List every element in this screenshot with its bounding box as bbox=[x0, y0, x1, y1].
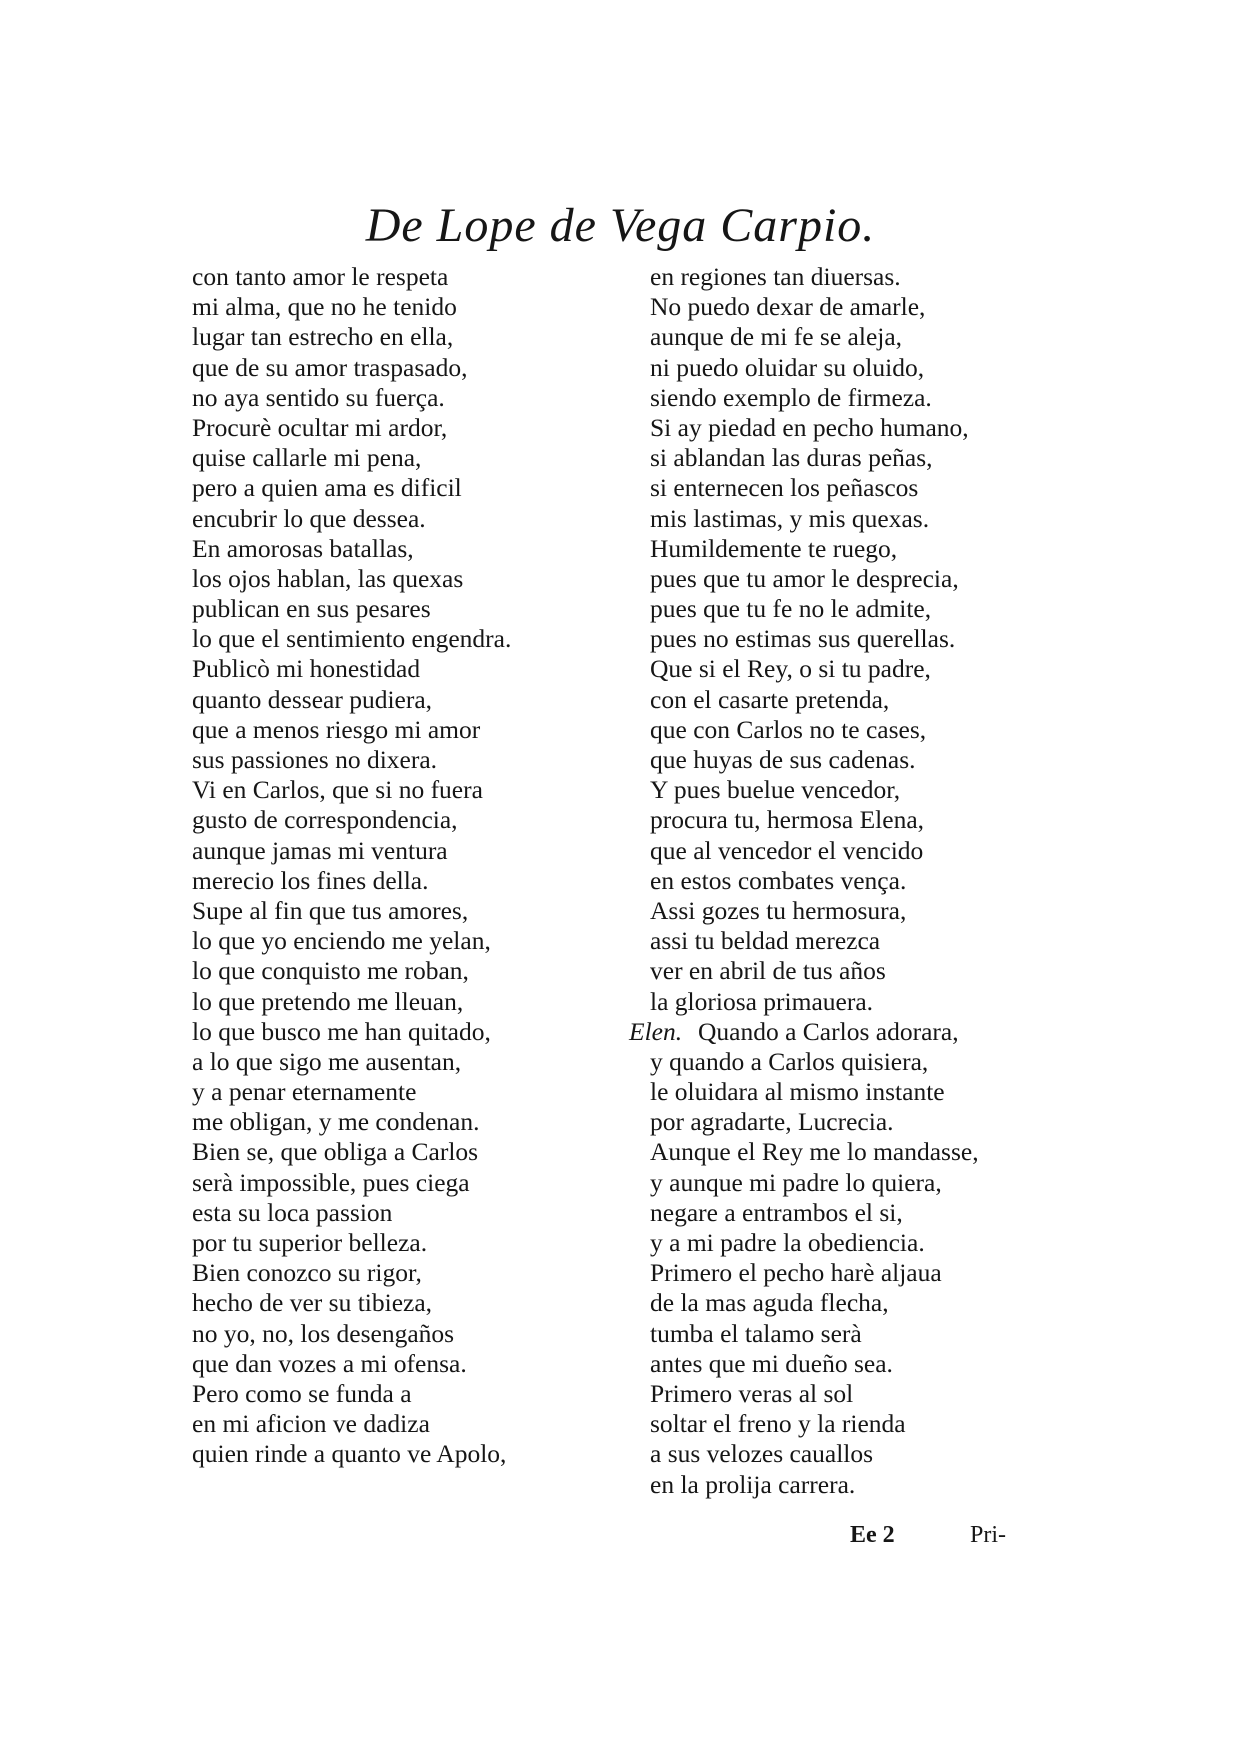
verse-line: encubrir lo que dessea. bbox=[192, 503, 426, 533]
verse-text: assi tu beldad merezca bbox=[650, 926, 881, 956]
verse-line: que de su amor traspasado, bbox=[192, 352, 468, 382]
verse-line bbox=[650, 1470, 1080, 1500]
verse-line: lugar tan estrecho en ella, bbox=[192, 322, 454, 352]
verse-line bbox=[650, 1379, 1080, 1409]
verse-text: Humildemente te ruego, bbox=[650, 533, 898, 563]
verse-text: siendo exemplo de firmeza. bbox=[650, 382, 932, 412]
verse-line bbox=[650, 473, 1080, 503]
verse-line: no yo, no, los desengaños bbox=[192, 1318, 455, 1348]
verse-line: no aya sentido su fuerça. bbox=[192, 382, 445, 412]
verse-line bbox=[650, 956, 1080, 986]
verse-line: Bien conozco su rigor, bbox=[192, 1258, 422, 1288]
verse-line bbox=[650, 1288, 1080, 1318]
verse-line bbox=[650, 594, 1080, 624]
verse-line: en mi aficion ve dadiza bbox=[192, 1409, 430, 1439]
verse-line bbox=[650, 1349, 1080, 1379]
verse-line bbox=[650, 745, 1080, 775]
speaker-label: Elen. bbox=[629, 1016, 683, 1046]
verse-line: Pero como se funda a bbox=[192, 1378, 412, 1408]
verse-text: a sus velozes cauallos bbox=[650, 1439, 874, 1469]
verse-line bbox=[650, 504, 1080, 534]
verse-text: Quando a Carlos adorara, bbox=[698, 1016, 959, 1046]
verse-text: en regiones tan diuersas. bbox=[650, 262, 901, 291]
verse-line: a lo que sigo me ausentan, bbox=[192, 1046, 462, 1076]
verse-text: y quando a Carlos quisiera, bbox=[650, 1046, 929, 1076]
verse-text: Si ay piedad en pecho humano, bbox=[650, 412, 969, 442]
verse-line bbox=[629, 1016, 1080, 1047]
verse-line bbox=[650, 292, 1080, 322]
verse-line bbox=[650, 685, 1080, 715]
verse-line: lo que conquisto me roban, bbox=[192, 956, 469, 986]
verse-line bbox=[650, 805, 1080, 835]
verse-text: en estos combates vença. bbox=[650, 865, 907, 895]
verse-text: y a mi padre la obediencia. bbox=[650, 1228, 925, 1257]
verse-line: quien rinde a quanto ve Apolo, bbox=[192, 1439, 507, 1469]
verse-line bbox=[650, 987, 1080, 1017]
verse-text: y aunque mi padre lo quiera, bbox=[650, 1167, 942, 1197]
verse-text: Que si el Rey, o si tu padre, bbox=[650, 654, 931, 684]
verse-line bbox=[650, 564, 1080, 594]
verse-line bbox=[650, 866, 1080, 896]
verse-line: Bien se, que obliga a Carlos bbox=[192, 1137, 479, 1167]
verse-line: publican en sus pesares bbox=[192, 594, 431, 624]
verse-line: merecio los fines della. bbox=[192, 865, 429, 895]
verse-line: lo que el sentimiento engendra. bbox=[192, 624, 512, 654]
verse-line bbox=[650, 926, 1080, 956]
verse-line: Procurè ocultar mi ardor, bbox=[192, 412, 448, 442]
verse-text: Aunque el Rey me lo mandasse, bbox=[650, 1137, 979, 1167]
verse-line: quise callarle mi pena, bbox=[192, 443, 422, 473]
verse-text: con el casarte pretenda, bbox=[650, 684, 890, 714]
verse-line: hecho de ver su tibieza, bbox=[192, 1288, 433, 1318]
verse-text: pues no estimas sus querellas. bbox=[650, 624, 956, 654]
verse-line: que dan vozes a mi ofensa. bbox=[192, 1348, 467, 1378]
verse-line bbox=[650, 624, 1080, 654]
verse-line: lo que pretendo me lleuan, bbox=[192, 986, 464, 1016]
verse-text: soltar el freno y la rienda bbox=[650, 1409, 906, 1439]
verse-text: por agradarte, Lucrecia. bbox=[650, 1107, 894, 1137]
verse-line bbox=[650, 1439, 1080, 1469]
verse-line: Vi en Carlos, que si no fuera bbox=[192, 775, 483, 805]
verse-text: que con Carlos no te cases, bbox=[650, 714, 927, 744]
verse-text: tumba el talamo serà bbox=[650, 1318, 862, 1348]
verse-line bbox=[650, 383, 1080, 413]
right-verse-column bbox=[629, 262, 1080, 1500]
verse-line: con tanto amor le respeta bbox=[192, 262, 449, 291]
verse-line: los ojos hablan, las quexas bbox=[192, 563, 464, 593]
verse-line bbox=[650, 1319, 1080, 1349]
verse-line bbox=[650, 1168, 1080, 1198]
verse-line: En amorosas batallas, bbox=[192, 533, 414, 563]
verse-line bbox=[650, 413, 1080, 443]
verse-text: negare a entrambos el si, bbox=[650, 1197, 903, 1227]
verse-text: si ablandan las duras peñas, bbox=[650, 443, 933, 473]
verse-line: gusto de correspondencia, bbox=[192, 805, 458, 835]
verse-text: si enternecen los peñascos bbox=[650, 473, 919, 503]
verse-line: sus passiones no dixera. bbox=[192, 745, 438, 774]
verse-text: que al vencedor el vencido bbox=[650, 835, 924, 865]
verse-line bbox=[650, 1198, 1080, 1228]
verse-line bbox=[650, 262, 1080, 292]
verse-line: me obligan, y me condenan. bbox=[192, 1107, 480, 1137]
verse-line bbox=[650, 443, 1080, 473]
verse-text: ni puedo oluidar su oluido, bbox=[650, 352, 925, 382]
left-verse-column bbox=[192, 262, 622, 1470]
verse-text: la gloriosa primauera. bbox=[650, 986, 874, 1016]
verse-line: quanto dessear pudiera, bbox=[192, 684, 433, 714]
verse-line bbox=[650, 1258, 1080, 1288]
verse-line bbox=[650, 534, 1080, 564]
verse-text: en la prolija carrera. bbox=[650, 1469, 856, 1499]
verse-text: aunque de mi fe se aleja, bbox=[650, 322, 903, 352]
verse-line bbox=[650, 836, 1080, 866]
verse-line: mi alma, que no he tenido bbox=[192, 292, 457, 322]
verse-line bbox=[650, 1409, 1080, 1439]
verse-line bbox=[650, 1047, 1080, 1077]
verse-line: Supe al fin que tus amores, bbox=[192, 895, 469, 925]
verse-line bbox=[650, 1137, 1080, 1167]
verse-text: ver en abril de tus años bbox=[650, 956, 886, 986]
verse-line bbox=[650, 353, 1080, 383]
verse-line: lo que busco me han quitado, bbox=[192, 1016, 491, 1046]
page-title: De Lope de Vega Carpio. bbox=[365, 199, 876, 252]
verse-line: Publicò mi honestidad bbox=[192, 654, 421, 684]
verse-text: de la mas aguda flecha, bbox=[650, 1288, 889, 1318]
verse-line: que a menos riesgo mi amor bbox=[192, 714, 481, 744]
verse-text: le oluidara al mismo instante bbox=[650, 1077, 945, 1107]
verse-text: Assi gozes tu hermosura, bbox=[650, 895, 907, 925]
verse-line: lo que yo enciendo me yelan, bbox=[192, 926, 491, 956]
verse-line: pero a quien ama es dificil bbox=[192, 473, 462, 503]
verse-line bbox=[650, 775, 1080, 805]
verse-text: procura tu, hermosa Elena, bbox=[650, 805, 925, 835]
verse-text: No puedo dexar de amarle, bbox=[650, 292, 926, 322]
verse-line bbox=[650, 1228, 1080, 1258]
verse-line: esta su loca passion bbox=[192, 1197, 393, 1227]
verse-line bbox=[650, 1077, 1080, 1107]
verse-text: pues que tu fe no le admite, bbox=[650, 594, 932, 624]
verse-text: que huyas de sus cadenas. bbox=[650, 745, 916, 774]
verse-text: Primero veras al sol bbox=[650, 1378, 854, 1408]
catchword: Pri- bbox=[970, 1522, 1006, 1548]
signature-mark: Ee 2 bbox=[850, 1522, 895, 1548]
verse-text: Y pues buelue vencedor, bbox=[650, 775, 901, 805]
verse-line bbox=[650, 322, 1080, 352]
verse-text: pues que tu amor le desprecia, bbox=[650, 563, 959, 593]
verse-line: por tu superior belleza. bbox=[192, 1228, 428, 1257]
verse-line bbox=[650, 896, 1080, 926]
verse-line: serà impossible, pues ciega bbox=[192, 1167, 470, 1197]
verse-line bbox=[650, 1107, 1080, 1137]
verse-text: Primero el pecho harè aljaua bbox=[650, 1258, 942, 1288]
verse-line bbox=[650, 715, 1080, 745]
verse-line bbox=[650, 654, 1080, 684]
verse-line: aunque jamas mi ventura bbox=[192, 835, 448, 865]
verse-line: y a penar eternamente bbox=[192, 1077, 417, 1107]
verse-text: antes que mi dueño sea. bbox=[650, 1348, 893, 1378]
verse-text: mis lastimas, y mis quexas. bbox=[650, 503, 930, 533]
